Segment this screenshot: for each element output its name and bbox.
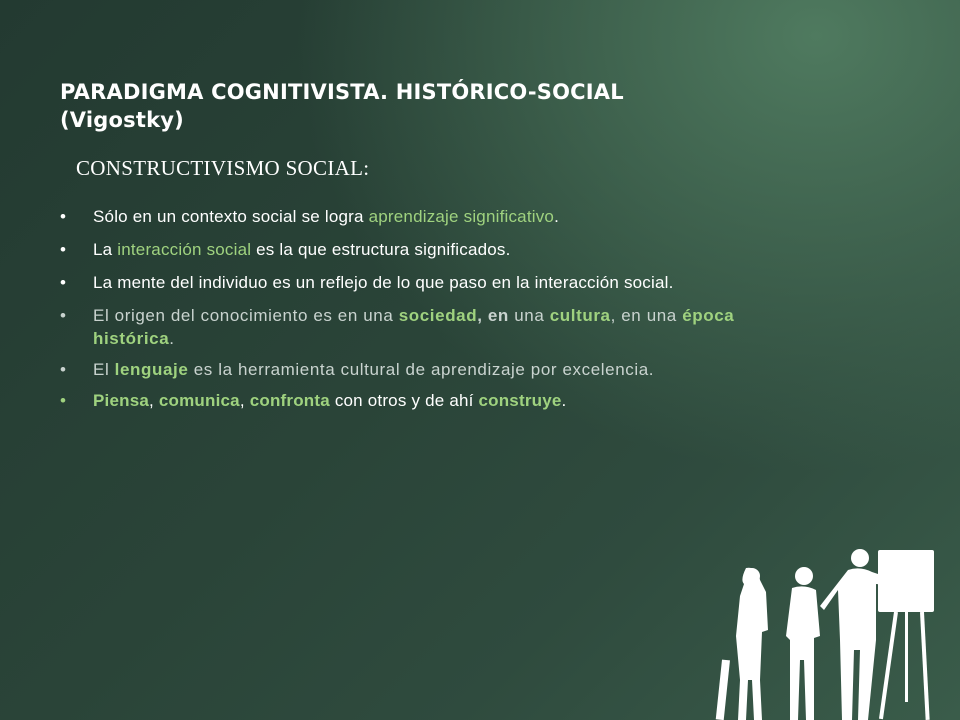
bullet-text: con otros y de ahí [329,391,479,410]
highlighted-term: sociedad [398,306,478,325]
highlighted-term: interacción social [117,240,252,259]
bullet-text: , [239,391,250,410]
title-line-2: (Vigostky) [60,108,184,132]
bullet-text: Sólo en un contexto social se logra [93,207,369,226]
bullet-dot-icon: • [60,240,67,259]
people-presenting-at-flipchart-silhouette-icon [700,540,960,720]
bullet-dot-icon: • [60,360,67,379]
bullet-item [60,238,780,261]
bullet-text: El origen del conocimiento es en una [93,306,399,325]
bullet-item [60,304,780,350]
highlighted-term: aprendizaje significativo [368,207,555,226]
highlighted-term: confronta [249,391,330,410]
bullet-text: es la herramienta cultural de aprendizaje por excelencia. [188,360,655,379]
bullet-item [60,271,780,294]
bullet-text: , en [477,306,509,325]
bullet-item [60,358,780,381]
highlighted-term: época histórica [93,306,735,348]
bullet-item [60,205,780,228]
highlighted-term: comunica [158,391,240,410]
bullet-item [60,389,780,412]
bullet-text: , [149,391,159,410]
bullet-dot-icon: • [60,391,67,410]
bullet-text: , en una [610,306,683,325]
bullet-text: es la que estructura significados. [251,240,511,259]
bullet-dot-icon: • [60,273,67,292]
slide-title [60,78,820,134]
bullet-text: . [561,391,567,410]
bullet-text: El [93,360,115,379]
bullet-text: La [93,240,118,259]
slide-subtitle: CONSTRUCTIVISMO SOCIAL: [76,156,370,180]
bullet-text: una [508,306,550,325]
bullet-dot-icon: • [60,207,67,226]
highlighted-term: Piensa [93,391,150,410]
bullet-list [60,205,780,422]
bullet-text: . [554,207,560,226]
bullet-dot-icon: • [60,306,67,325]
title-line-1: PARADIGMA COGNITIVISTA. HISTÓRICO-SOCIAL [60,80,624,104]
highlighted-term: construye [478,391,562,410]
bullet-text: . [169,329,175,348]
highlighted-term: cultura [549,306,611,325]
highlighted-term: lenguaje [114,360,189,379]
bullet-text: La mente del individuo es un reflejo de lo que paso en la interacción social. [93,273,674,292]
